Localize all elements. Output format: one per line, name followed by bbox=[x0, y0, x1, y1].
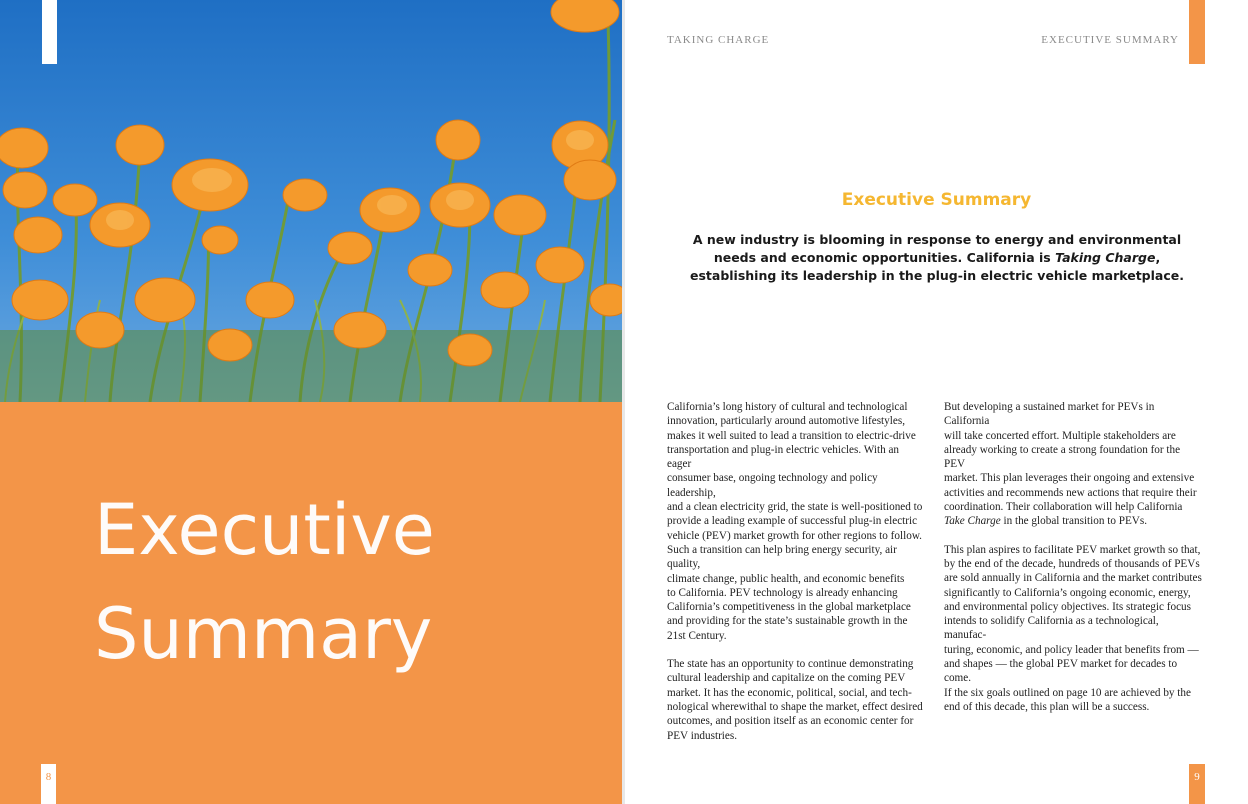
page-number-left: 8 bbox=[41, 764, 56, 804]
page-number-right: 9 bbox=[1189, 764, 1205, 804]
intro-before: A new industry is blooming in response to energy and environmental needs and economic opportunities. California is bbox=[692, 232, 1182, 265]
chapter-title bbox=[94, 478, 435, 686]
chapter-title-line2: Summary bbox=[94, 593, 433, 675]
poppy-photo bbox=[0, 0, 624, 402]
running-head-left: TAKING CHARGE bbox=[667, 34, 770, 46]
paragraph-3-text: But developing a sustained market for PEVs in California will take concerted effort. Multiple stakeholders are already working to create a strong foundation for the PEV market. This plan leverages their ongoing and extensive activities and recommends new actions that require their coordination. Their collaboration will help California bbox=[944, 401, 1197, 514]
page-tab-marker bbox=[42, 0, 57, 64]
chapter-title-line1: Executive bbox=[94, 489, 435, 571]
paragraph-3 bbox=[944, 400, 1202, 529]
intro-emphasis: Taking Charge bbox=[1055, 250, 1156, 265]
paragraph-2: The state has an opportunity to continue demonstrating cultural leadership and capitalize on the coming PEV market. It has the economic, political, social, and tech- nological wherewithal to shape the market, effect desired outcomes, and position itself as an economic center for PEV industries. bbox=[667, 658, 923, 742]
paragraph-3-tail: in the global transition to PEVs. bbox=[1000, 515, 1148, 528]
paragraph-1: California’s long history of cultural and technological innovation, particularly around automotive lifestyles, makes it well suited to lead a transition to electric-drive transportation and plug-in electric vehicles. With an eager consumer base, ongoing technology and policy leadership, and a clean electricity grid, the state is well-positioned to provide a leading example of successful plug-in electric vehicle (PEV) market growth for other regions to follow. Such a transition can help bring energy security, air quality, climate change, public health, and economic benefits to California. PEV technology is already enhancing California’s competitiveness in the global marketplace and providing for the state’s sustainable growth in the 21st Century. bbox=[667, 401, 923, 642]
intro-statement bbox=[683, 231, 1191, 285]
intro-after: , establishing its leadership in the plug-in electric vehicle marketplace. bbox=[689, 250, 1184, 283]
running-head-right: EXECUTIVE SUMMARY bbox=[1041, 34, 1179, 46]
paragraph-3-emphasis: Take Charge bbox=[944, 515, 1001, 528]
paragraph-4: This plan aspires to facilitate PEV market growth so that, by the end of the decade, hundreds of thousands of PEVs are sold annually in California and the market contributes significantly to California’s ongoing economic, energy, and environmental policy objectives. Its strategic focus intends to solidify California as a technological, manufac- turing, economic, and policy leader that benefits from — and shapes — the global PEV market for decades to come. If the six goals outlined on page 10 are achieved by the end of this decade, this plan will be a success. bbox=[944, 543, 1202, 713]
section-heading: Executive Summary bbox=[841, 190, 1032, 210]
page-tab-marker-right bbox=[1189, 0, 1205, 64]
body-column-right bbox=[944, 400, 1202, 728]
right-page bbox=[625, 0, 1248, 804]
body-column-left bbox=[667, 400, 925, 757]
